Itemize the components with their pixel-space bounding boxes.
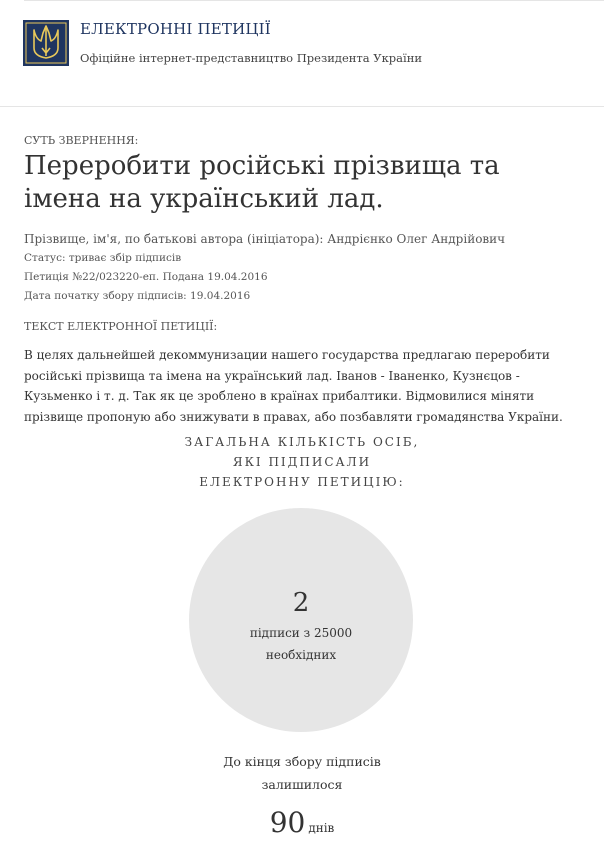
remaining-label-2: залишилося — [261, 777, 343, 792]
signatures-heading — [0, 432, 604, 492]
site-title[interactable]: ЕЛЕКТРОННІ ПЕТИЦІЇ — [80, 20, 271, 38]
signature-count: 2 — [292, 588, 310, 618]
signature-counter-circle — [189, 508, 413, 732]
days-count: 90 — [269, 806, 306, 839]
petition-status: Статус: триває збір підписів — [24, 252, 182, 264]
signature-of-total: підписи з 25000 — [249, 626, 353, 640]
remaining-label: До кінця збору підписів — [223, 754, 381, 769]
days-remaining — [0, 806, 604, 839]
petition-title: Переробити російські прізвища та імена на український лад. — [24, 151, 500, 214]
signatures-heading-line: ЕЛЕКТРОННУ ПЕТИЦІЮ: — [199, 475, 405, 489]
signatures-heading-line: ЯКІ ПІДПИСАЛИ — [232, 455, 372, 469]
site-header — [0, 0, 604, 107]
days-unit: днів — [308, 821, 335, 835]
site-subtitle: Офіційне інтернет-представництво Президента України — [80, 51, 423, 65]
petition-author: Прізвище, ім'я, по батькові автора (ініціатора): Андрієнко Олег Андрійович — [24, 232, 506, 246]
petition-start-date: Дата початку збору підписів: 19.04.2016 — [24, 290, 251, 302]
signature-needed: необхідних — [265, 648, 337, 662]
signatures-heading-line: ЗАГАЛЬНА КІЛЬКІСТЬ ОСІБ, — [184, 435, 420, 449]
petition-text-label: ТЕКСТ ЕЛЕКТРОННОЇ ПЕТИЦІЇ: — [24, 320, 218, 333]
petition-text: В целях дальнейшей декоммунизации нашего государства предлагаю переробити російські прізвища та імена на український лад. Іванов - Іваненко, Кузнєцов - Кузьменко і т. д. Так як це зроблено в країнах прибалтики. Відмовилися міняти прізвище пропоную або знижувати в правах, або позбавляти громадянства України. — [24, 348, 563, 424]
petition-number: Петиція №22/023220-еп. Подана 19.04.2016 — [24, 271, 268, 283]
header-top-divider — [24, 0, 604, 1]
subject-label: СУТЬ ЗВЕРНЕННЯ: — [24, 134, 139, 147]
trident-emblem-icon[interactable] — [23, 20, 69, 66]
